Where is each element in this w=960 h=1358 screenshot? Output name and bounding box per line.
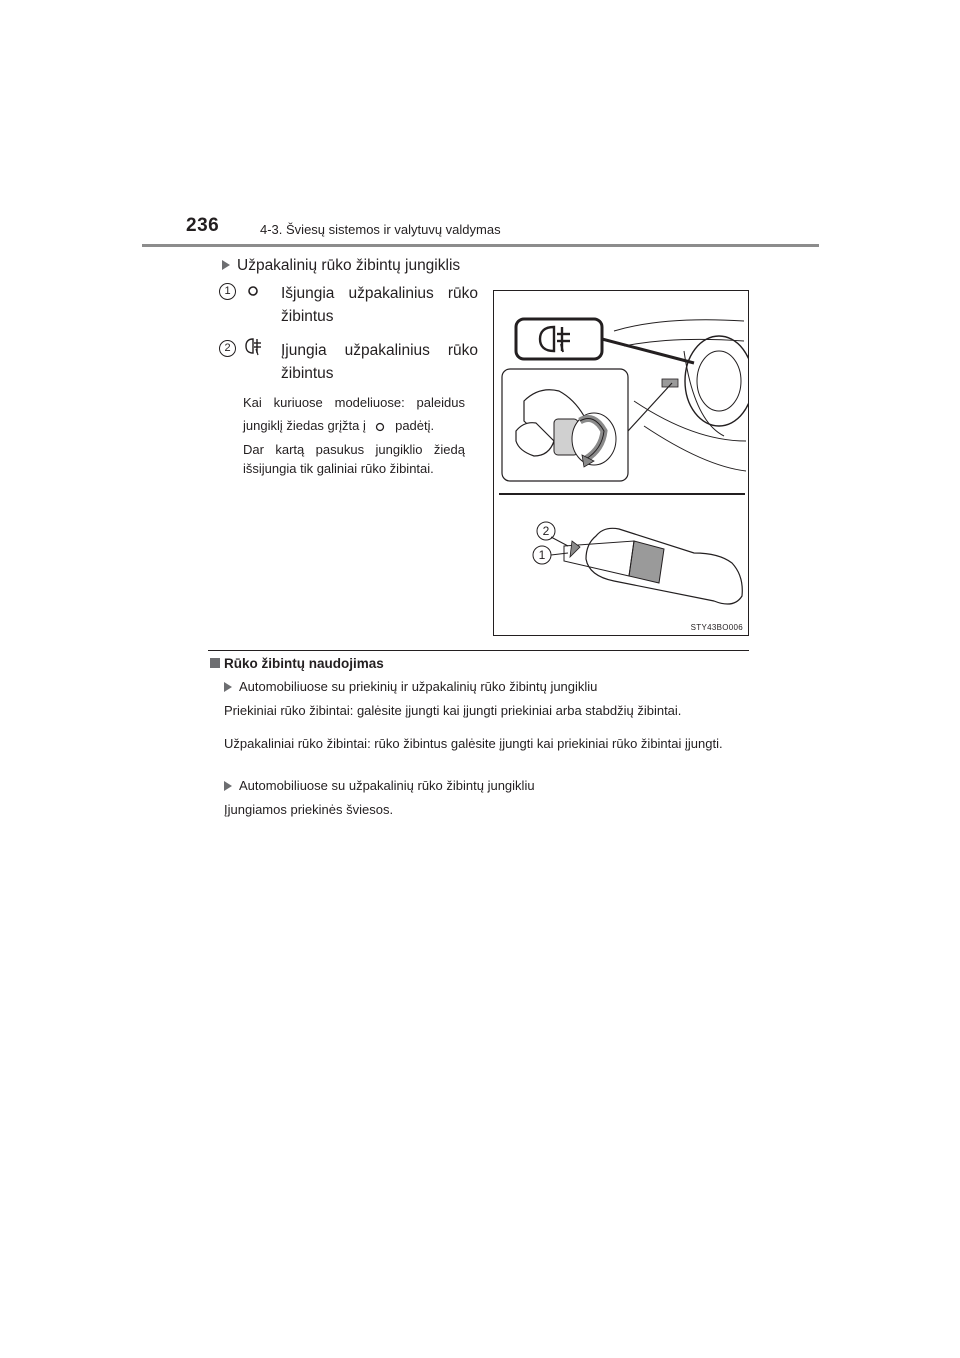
item-text-off: Išjungia užpakalinius rūko žibintus: [281, 285, 478, 325]
case-2-paragraph: Įjungiamos priekinės šviesos.: [224, 802, 394, 817]
case-1-title: Automobiliuose su priekinių ir užpakalinių rūko žibintų jungikliu: [224, 679, 597, 696]
arrow-bullet-icon: [222, 260, 230, 270]
switch-illustration: [493, 290, 749, 636]
figure-divider: [499, 493, 745, 495]
item-text-on: Įjungia užpakalinius rūko žibintus: [281, 342, 478, 382]
header-rule: [142, 244, 819, 247]
usage-heading: Rūko žibintų naudojimas: [210, 656, 384, 671]
off-circle-icon: [373, 422, 387, 432]
item-number-badge: 1: [219, 283, 236, 300]
item-number-badge: 2: [219, 340, 236, 357]
note-second-turn: Dar kartą pasukus jungiklio žiedą išsijungia tik galiniai rūko žibintai.: [243, 442, 465, 476]
square-bullet-icon: [210, 658, 220, 668]
case-1-paragraph-1: Priekiniai rūko žibintai: galėsite įjungti kai įjungti priekiniai arba stabdžių žibintai.: [224, 703, 682, 718]
section-title: 4-3. Šviesų sistemos ir valytuvų valdymas: [260, 222, 501, 237]
arrow-bullet-icon: [224, 682, 232, 692]
case-1-paragraph-2: Užpakaliniai rūko žibintai: rūko žibintus galėsite įjungti kai priekiniai rūko žibintai įjungti.: [224, 736, 723, 751]
page-number: 236: [186, 215, 220, 236]
svg-text:2: 2: [542, 524, 550, 538]
illustration-drawing: [494, 291, 748, 635]
figure-code: STY43BO006: [690, 623, 743, 632]
switch-heading: Užpakalinių rūko žibintų jungiklis: [222, 257, 460, 275]
section-rule: [208, 650, 749, 651]
off-circle-icon: [247, 284, 259, 296]
arrow-bullet-icon: [224, 781, 232, 791]
rear-fog-light-icon: [244, 336, 266, 356]
note-return-ring: Kai kuriuose modeliuose: paleidus jungiklį žiedas grįžta į padėtį.: [243, 395, 465, 433]
svg-text:1: 1: [538, 548, 546, 562]
case-2-title: Automobiliuose su užpakalinių rūko žibintų jungikliu: [224, 778, 535, 795]
